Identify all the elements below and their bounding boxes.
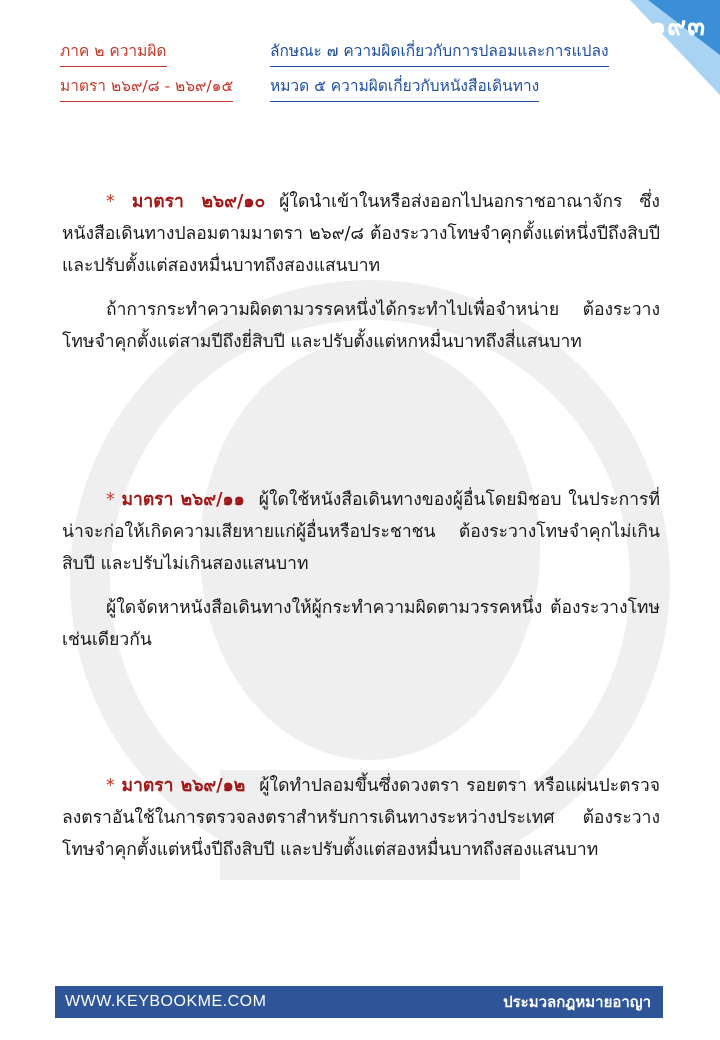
section-paragraph [62, 484, 660, 580]
page-number: ๑๙๓ [649, 12, 706, 42]
header-category: หมวด ๕ ความผิดเกี่ยวกับหนังสือเดินทาง [270, 73, 539, 102]
section-title: มาตรา ๒๖๙/๑๒ [121, 776, 246, 796]
paragraph-text: ผู้ใดนำเข้าในหรือส่งออกไปนอกราชอาณาจักร ซึ่งหนังสือเดินทางปลอมตามมาตรา ๒๖๙/๘ ต้องระวางโทษจำคุกตั้งแต่หนึ่งปีถึงสิบปี และปรับตั้งแต่สองหมื่นบาทถึงสองแสนบาท [62, 192, 660, 276]
section-paragraph [62, 186, 660, 282]
header-characteristic: ลักษณะ ๗ ความผิดเกี่ยวกับการปลอมและการแปลง [270, 38, 609, 67]
footer-book-title: ประมวลกฎหมายอาญา [503, 993, 651, 1011]
section-paragraph: ถ้าการกระทำความผิดตามวรรคหนึ่งได้กระทำไปเพื่อจำหน่าย ต้องระวางโทษจำคุกตั้งแต่สามปีถึงยี่สิบปี และปรับตั้งแต่หกหมื่นบาทถึงสี่แสนบาท [62, 300, 660, 352]
footer-url: WWW.KEYBOOKME.COM [65, 993, 267, 1010]
section-269-12 [62, 770, 660, 866]
section-title: มาตรา ๒๖๙/๑๐ [131, 192, 266, 212]
header-part: ภาค ๒ ความผิด [60, 38, 167, 67]
amendment-asterisk: * [106, 490, 115, 510]
paragraph-text: ผู้ใดใช้หนังสือเดินทางของผู้อื่นโดยมิชอบ ในประการที่น่าจะก่อให้เกิดความเสียหายแก่ผู้อื่นหรือประชาชน ต้องระวางโทษจำคุกไม่เกินสิบปี และปรับไม่เกินสองแสนบาท [62, 490, 660, 574]
section-269-11 [62, 484, 660, 656]
section-269-10 [62, 186, 660, 358]
amendment-asterisk: * [106, 776, 115, 796]
section-title: มาตรา ๒๖๙/๑๑ [121, 490, 245, 510]
amendment-asterisk: * [106, 192, 115, 212]
footer-bar [55, 986, 663, 1018]
section-paragraph: ผู้ใดจัดหาหนังสือเดินทางให้ผู้กระทำความผิดตามวรรคหนึ่ง ต้องระวางโทษเช่นเดียวกัน [62, 598, 660, 650]
paragraph-text: ผู้ใดทำปลอมขึ้นซึ่งดวงตรา รอยตรา หรือแผ่นปะตรวจลงตราอันใช้ในการตรวจลงตราสำหรับการเดินทางระหว่างประเทศ ต้องระวางโทษจำคุกตั้งแต่หนึ่งปีถึงสิบปี และปรับตั้งแต่สองหมื่นบาทถึงสองแสนบาท [62, 776, 660, 860]
header-sections: มาตรา ๒๖๙/๘ - ๒๖๙/๑๕ [60, 73, 233, 102]
section-paragraph [62, 770, 660, 866]
